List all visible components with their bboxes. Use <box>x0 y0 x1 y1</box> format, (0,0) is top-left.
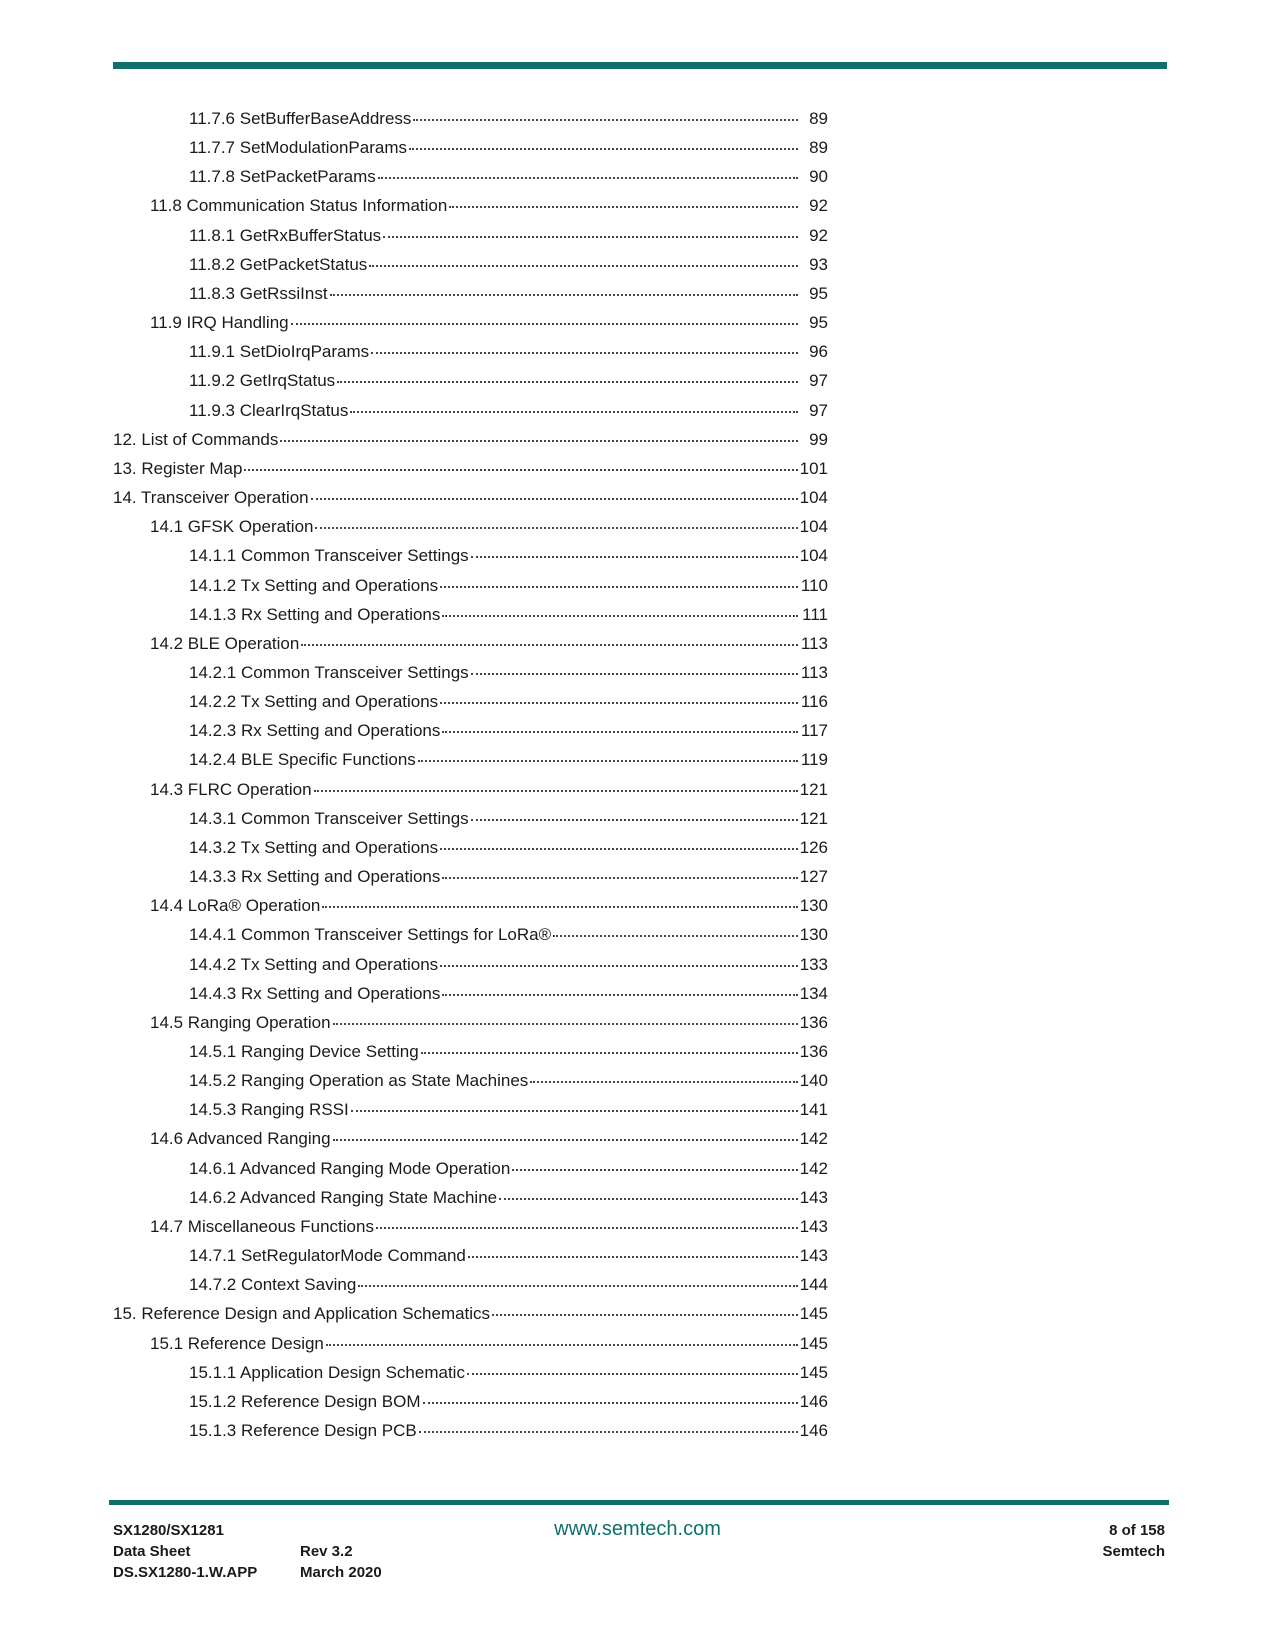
toc-entry-title: 14.2 BLE Operation <box>150 633 300 653</box>
footer-company: Semtech <box>1102 1543 1165 1560</box>
toc-entry-title: 14.6 Advanced Ranging <box>150 1129 331 1149</box>
toc-entry-title: 14.5.1 Ranging Device Setting <box>189 1042 419 1061</box>
toc-entry[interactable] <box>113 1212 828 1241</box>
toc-entry[interactable] <box>113 483 828 512</box>
toc-entry-title: 11.7.7 SetModulationParams <box>189 138 407 158</box>
toc-dot-leader <box>330 292 798 296</box>
toc-entry-title: 14.6.1 Advanced Ranging Mode Operation <box>189 1158 511 1178</box>
toc-entry[interactable] <box>113 600 828 629</box>
toc-entry-page: 97 <box>809 371 828 391</box>
toc-entry-page: 130 <box>799 896 828 916</box>
toc-entry[interactable] <box>113 512 828 541</box>
toc-entry-title: 14.5.3 Ranging RSSI <box>189 1100 349 1120</box>
toc-dot-leader <box>442 875 797 879</box>
toc-entry-page: 136 <box>799 1012 828 1032</box>
toc-entry-page: 119 <box>800 750 828 770</box>
toc-dot-leader <box>553 933 797 937</box>
toc-entry-page: 145 <box>799 1333 828 1353</box>
toc-entry[interactable] <box>113 162 828 191</box>
toc-dot-leader <box>512 1167 797 1171</box>
toc-dot-leader <box>440 700 798 704</box>
toc-entry-page: 110 <box>800 575 828 595</box>
toc-entry-title: 11.9.3 ClearIrqStatus <box>189 400 349 420</box>
toc-entry-page: 133 <box>799 954 828 974</box>
toc-entry-page: 95 <box>809 283 828 303</box>
toc-dot-leader <box>291 321 798 325</box>
toc-entry-page: 89 <box>809 138 828 158</box>
toc-entry[interactable] <box>113 221 828 250</box>
toc-entry[interactable] <box>113 1095 828 1124</box>
toc-entry-page: 99 <box>809 429 828 449</box>
toc-dot-leader <box>421 1050 798 1054</box>
toc-entry[interactable] <box>113 979 828 1008</box>
toc-entry-title: 14.3.2 Tx Setting and Operations <box>189 837 439 857</box>
toc-dot-leader <box>440 963 797 967</box>
toc-entry[interactable] <box>113 279 828 308</box>
toc-dot-leader <box>280 438 798 442</box>
toc-dot-leader <box>333 1021 798 1025</box>
toc-entry-page: 146 <box>799 1421 828 1441</box>
toc-entry[interactable] <box>113 1037 828 1066</box>
toc-entry-title: 14.7.2 Context Saving <box>189 1275 357 1295</box>
toc-entry[interactable] <box>113 1416 828 1445</box>
toc-dot-leader <box>471 817 798 821</box>
toc-entry[interactable] <box>113 1299 828 1328</box>
toc-dot-leader <box>383 234 798 238</box>
toc-dot-leader <box>326 1342 798 1346</box>
toc-entry-title: 14.3.1 Common Transceiver Settings <box>189 808 469 828</box>
table-of-contents <box>113 104 828 1445</box>
toc-entry-page: 89 <box>809 109 828 128</box>
toc-entry-title: 14.5 Ranging Operation <box>150 1012 331 1032</box>
toc-entry-title: 11.8 Communication Status Information <box>150 196 448 216</box>
toc-entry[interactable] <box>113 366 828 395</box>
toc-dot-leader <box>440 584 798 588</box>
toc-entry[interactable] <box>113 687 828 716</box>
toc-entry-title: 15.1 Reference Design <box>150 1333 324 1353</box>
toc-entry[interactable] <box>113 454 828 483</box>
toc-entry-page: 146 <box>799 1391 828 1411</box>
toc-entry[interactable] <box>113 1387 828 1416</box>
toc-entry[interactable] <box>113 1124 828 1153</box>
footer-doc-id: DS.SX1280-1.W.APP <box>113 1564 258 1581</box>
toc-dot-leader <box>351 1108 798 1112</box>
toc-entry[interactable] <box>113 629 828 658</box>
toc-entry-title: 14.4.2 Tx Setting and Operations <box>189 954 439 974</box>
toc-entry[interactable] <box>113 541 828 570</box>
toc-entry-title: 15.1.2 Reference Design BOM <box>189 1391 421 1411</box>
toc-entry-page: 130 <box>799 925 828 945</box>
toc-dot-leader <box>442 613 798 617</box>
toc-entry-title: 14.7 Miscellaneous Functions <box>150 1216 374 1236</box>
toc-entry-page: 116 <box>800 692 828 712</box>
toc-dot-leader <box>471 554 798 558</box>
footer-url-link[interactable]: www.semtech.com <box>554 1518 721 1540</box>
footer-product: SX1280/SX1281 <box>113 1522 224 1539</box>
toc-entry-title: 14.1 GFSK Operation <box>150 517 314 537</box>
toc-entry-page: 111 <box>802 604 828 624</box>
header-rule <box>113 62 1167 69</box>
toc-entry[interactable] <box>113 716 828 745</box>
toc-entry[interactable] <box>113 658 828 687</box>
toc-entry-title: 13. Register Map <box>113 458 243 478</box>
toc-entry-page: 113 <box>800 662 828 682</box>
toc-entry-title: 15.1.1 Application Design Schematic <box>189 1362 465 1382</box>
toc-entry-title: 12. List of Commands <box>113 429 279 449</box>
toc-dot-leader <box>301 642 798 646</box>
toc-entry[interactable] <box>113 250 828 279</box>
toc-dot-leader <box>378 175 798 179</box>
toc-dot-leader <box>358 1283 797 1287</box>
toc-entry[interactable] <box>113 104 828 133</box>
toc-entry-title: 15. Reference Design and Application Schematics <box>113 1304 491 1324</box>
footer-middle <box>300 1541 382 1583</box>
toc-dot-leader <box>499 1196 798 1200</box>
toc-dot-leader <box>468 1254 798 1258</box>
toc-dot-leader <box>419 1429 798 1433</box>
toc-entry-page: 145 <box>799 1304 828 1324</box>
toc-dot-leader <box>409 146 798 150</box>
toc-entry[interactable] <box>113 191 828 220</box>
toc-entry[interactable] <box>113 1270 828 1299</box>
toc-entry-page: 140 <box>799 1071 828 1091</box>
toc-dot-leader <box>423 1400 798 1404</box>
footer-doc-type: Data Sheet <box>113 1543 191 1560</box>
toc-entry-title: 14.3.3 Rx Setting and Operations <box>189 867 441 887</box>
toc-entry-page: 142 <box>799 1129 828 1149</box>
toc-entry[interactable] <box>113 1066 828 1095</box>
toc-entry-title: 14.2.3 Rx Setting and Operations <box>189 721 441 741</box>
toc-dot-leader <box>376 1225 798 1229</box>
toc-entry-page: 101 <box>799 458 828 478</box>
toc-entry[interactable] <box>113 745 828 774</box>
toc-entry-page: 136 <box>799 1042 828 1061</box>
toc-entry-page: 93 <box>809 254 828 274</box>
toc-entry-page: 134 <box>799 983 828 1003</box>
toc-entry-title: 14.2.4 BLE Specific Functions <box>189 750 416 770</box>
toc-entry-page: 121 <box>799 808 828 828</box>
toc-dot-leader <box>371 350 798 354</box>
toc-entry-page: 113 <box>800 633 828 653</box>
toc-entry-page: 143 <box>799 1246 828 1266</box>
footer-page-info: 8 of 158 <box>1109 1522 1165 1539</box>
toc-entry-title: 14.5.2 Ranging Operation as State Machines <box>189 1071 529 1091</box>
toc-entry-title: 14.1.2 Tx Setting and Operations <box>189 575 439 595</box>
toc-entry-title: 14.4.3 Rx Setting and Operations <box>189 983 441 1003</box>
toc-entry-page: 104 <box>799 546 828 566</box>
toc-entry[interactable] <box>113 1358 828 1387</box>
toc-entry-title: 11.7.8 SetPacketParams <box>189 167 376 187</box>
toc-entry-title: 11.8.3 GetRssiInst <box>189 283 328 303</box>
toc-entry-title: 14.4.1 Common Transceiver Settings for LoRa® <box>189 925 552 945</box>
toc-entry-title: 11.7.6 SetBufferBaseAddress <box>189 109 412 128</box>
toc-entry-title: 14. Transceiver Operation <box>113 488 309 508</box>
toc-dot-leader <box>440 846 797 850</box>
footer-rule <box>109 1500 1169 1505</box>
toc-entry-page: 143 <box>799 1216 828 1236</box>
toc-dot-leader <box>314 788 798 792</box>
toc-dot-leader <box>442 729 798 733</box>
toc-entry-page: 97 <box>809 400 828 420</box>
toc-dot-leader <box>337 379 798 383</box>
toc-dot-leader <box>413 117 798 121</box>
toc-entry-title: 14.1.1 Common Transceiver Settings <box>189 546 469 566</box>
toc-entry[interactable] <box>113 891 828 920</box>
toc-dot-leader <box>350 409 798 413</box>
toc-entry-title: 14.2.2 Tx Setting and Operations <box>189 692 439 712</box>
toc-entry-page: 95 <box>809 313 828 333</box>
toc-entry-title: 14.6.2 Advanced Ranging State Machine <box>189 1187 498 1207</box>
toc-entry[interactable] <box>113 862 828 891</box>
toc-entry-page: 104 <box>799 488 828 508</box>
toc-entry-title: 11.9.2 GetIrqStatus <box>189 371 336 391</box>
toc-entry-title: 11.8.2 GetPacketStatus <box>189 254 368 274</box>
toc-entry-page: 145 <box>799 1362 828 1382</box>
toc-entry-title: 14.7.1 SetRegulatorMode Command <box>189 1246 466 1266</box>
toc-entry[interactable] <box>113 1183 828 1212</box>
toc-entry[interactable] <box>113 1329 828 1358</box>
toc-entry-page: 127 <box>799 867 828 887</box>
toc-entry[interactable] <box>113 1241 828 1270</box>
toc-dot-leader <box>467 1371 798 1375</box>
toc-entry[interactable] <box>113 950 828 979</box>
toc-entry-title: 14.1.3 Rx Setting and Operations <box>189 604 441 624</box>
toc-dot-leader <box>449 204 798 208</box>
toc-entry-page: 142 <box>799 1158 828 1178</box>
toc-entry-page: 92 <box>809 196 828 216</box>
toc-dot-leader <box>418 758 798 762</box>
toc-entry-page: 126 <box>799 837 828 857</box>
toc-entry[interactable] <box>113 133 828 162</box>
toc-entry[interactable] <box>113 308 828 337</box>
footer-right <box>1102 1520 1165 1562</box>
toc-entry-title: 14.2.1 Common Transceiver Settings <box>189 662 469 682</box>
toc-entry-page: 92 <box>809 225 828 245</box>
toc-dot-leader <box>333 1137 798 1141</box>
toc-entry[interactable] <box>113 337 828 366</box>
toc-entry-title: 11.9.1 SetDioIrqParams <box>189 342 370 362</box>
toc-entry[interactable] <box>113 571 828 600</box>
toc-entry[interactable] <box>113 396 828 425</box>
toc-entry[interactable] <box>113 833 828 862</box>
toc-entry-page: 90 <box>809 167 828 187</box>
toc-entry-page: 141 <box>799 1100 828 1120</box>
toc-dot-leader <box>369 263 798 267</box>
toc-dot-leader <box>492 1312 798 1316</box>
toc-entry-page: 96 <box>809 342 828 362</box>
toc-entry-title: 11.8.1 GetRxBufferStatus <box>189 225 382 245</box>
toc-entry-title: 11.9 IRQ Handling <box>150 313 289 333</box>
toc-dot-leader <box>315 525 797 529</box>
toc-entry[interactable] <box>113 425 828 454</box>
toc-dot-leader <box>442 992 797 996</box>
footer-revision: Rev 3.2 <box>300 1543 353 1560</box>
toc-entry[interactable] <box>113 1154 828 1183</box>
toc-entry-title: 14.3 FLRC Operation <box>150 779 312 799</box>
toc-entry-page: 121 <box>799 779 828 799</box>
toc-entry-page: 117 <box>800 721 828 741</box>
toc-entry-page: 104 <box>799 517 828 537</box>
toc-entry-title: 15.1.3 Reference Design PCB <box>189 1421 417 1441</box>
toc-dot-leader <box>530 1079 797 1083</box>
toc-dot-leader <box>244 467 797 471</box>
toc-entry-page: 143 <box>799 1187 828 1207</box>
toc-dot-leader <box>322 904 797 908</box>
toc-dot-leader <box>471 671 798 675</box>
toc-dot-leader <box>311 496 798 500</box>
toc-entry[interactable] <box>113 804 828 833</box>
toc-entry[interactable] <box>113 920 828 949</box>
toc-entry[interactable] <box>113 1008 828 1037</box>
toc-entry-title: 14.4 LoRa® Operation <box>150 896 321 916</box>
toc-entry[interactable] <box>113 775 828 804</box>
footer-date: March 2020 <box>300 1564 382 1581</box>
toc-entry-page: 144 <box>799 1275 828 1295</box>
